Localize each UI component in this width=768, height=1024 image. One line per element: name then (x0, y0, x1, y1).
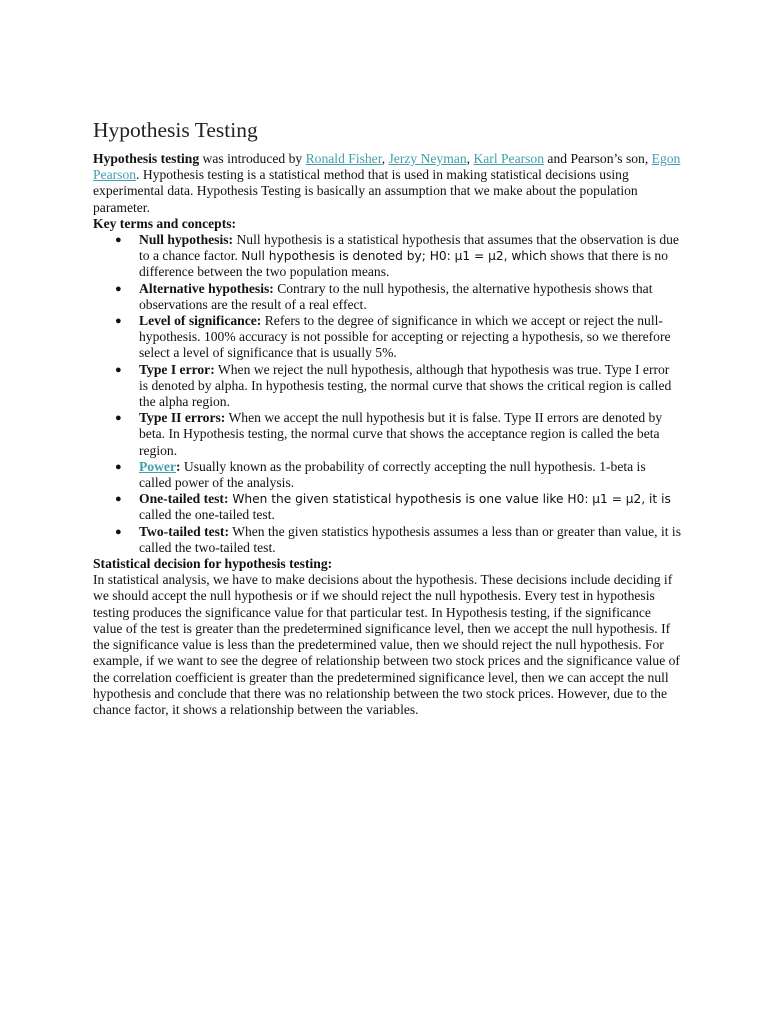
bullet-icon: ● (115, 363, 122, 376)
term-one-tailed-test: ● One-tailed test: When the given statistical hypothesis is one value like H0: μ1 = μ2, it is called the one-tailed test. (115, 491, 671, 523)
term-level-of-significance: ● Level of significance: Refers to the degree of significance in which we accept or reject the null-hypothesis. 100% accuracy is not possible for accepting or rejecting a hypothesis, so we therefore select a level of significance that is usually 5%. (115, 313, 671, 361)
bullet-icon: ● (115, 412, 122, 425)
key-terms-list (93, 232, 681, 556)
link-jerzy-neyman[interactable]: Jerzy Neyman (388, 151, 467, 166)
decision-heading: Statistical decision for hypothesis testing: (93, 556, 333, 572)
link-egon-pearson[interactable]: Egon Pearson (93, 151, 681, 183)
term-type-i-error: ● Type I error: When we reject the null hypothesis, although that hypothesis was true. Type I error is denoted by alpha. In hypothesis testing, the normal curve that shows the critical region is called the alpha region. (115, 361, 672, 410)
link-ronald-fisher[interactable]: Ronald Fisher (305, 151, 382, 166)
bullet-icon: ● (115, 493, 122, 506)
link-karl-pearson[interactable]: Karl Pearson (473, 151, 545, 166)
intro-lead: Hypothesis testing (93, 151, 200, 166)
link-power[interactable]: Power (139, 458, 176, 474)
bullet-icon: ● (115, 315, 122, 328)
key-terms-heading: Key terms and concepts: (93, 215, 237, 231)
bullet-icon: ● (115, 460, 122, 473)
bullet-icon: ● (115, 282, 122, 295)
term-null-hypothesis: ● Null hypothesis: Null hypothesis is a statistical hypothesis that assumes that the observation is due to a chance factor. Null hypothesis is denoted by; H0: μ1 = μ2, which shows that there is no difference between the two population means. (115, 232, 679, 280)
bullet-icon: ● (115, 525, 122, 538)
term-two-tailed-test: ● Two-tailed test: When the given statistics hypothesis assumes a less than or greater than value, it is called the two-tailed test. (115, 523, 682, 555)
term-alternative-hypothesis: ● Alternative hypothesis: Contrary to the null hypothesis, the alternative hypothesis shows that observations are the result of a real effect. (115, 280, 653, 312)
bullet-icon: ● (115, 234, 122, 247)
term-power: ● Power: Usually known as the probability of correctly accepting the null hypothesis. 1-beta is called power of the analysis. (115, 458, 646, 491)
term-type-ii-errors: ● Type II errors: When we accept the null hypothesis but it is false. Type II errors are denoted by beta. In Hypothesis testing, the normal curve that shows the acceptance region is called the beta region. (115, 410, 663, 458)
decision-paragraph: In statistical analysis, we have to make decisions about the hypothesis. These decisions include deciding if we should accept the null hypothesis or if we should reject the null hypothesis. Every test in hypothesis testing produces the significance value for that particular test. In Hypothesis testing, if the significance value of the test is greater than the predetermined significance level, then we accept the null hypothesis. If the significance value is less than the predetermined value, then we should reject the null hypothesis. For example, if we want to see the degree of relationship between two stock prices and the significance value of the correlation coefficient is greater than the predetermined significance level, then we can accept the null hypothesis and conclude that there was no relationship between the two stock prices. However, due to the chance factor, it shows a relationship between the variables. (93, 572, 680, 717)
intro-paragraph: Hypothesis testing was introduced by Ronald Fisher, Jerzy Neyman, Karl Pearson and Pearson’s son, Egon Pearson. Hypothesis testing is a statistical method that is used in making statistical decisions using experimental data. Hypothesis Testing is basically an assumption that we make about the population parameter. (93, 151, 681, 215)
document-body (93, 116, 681, 718)
page-title: Hypothesis Testing (93, 118, 258, 142)
